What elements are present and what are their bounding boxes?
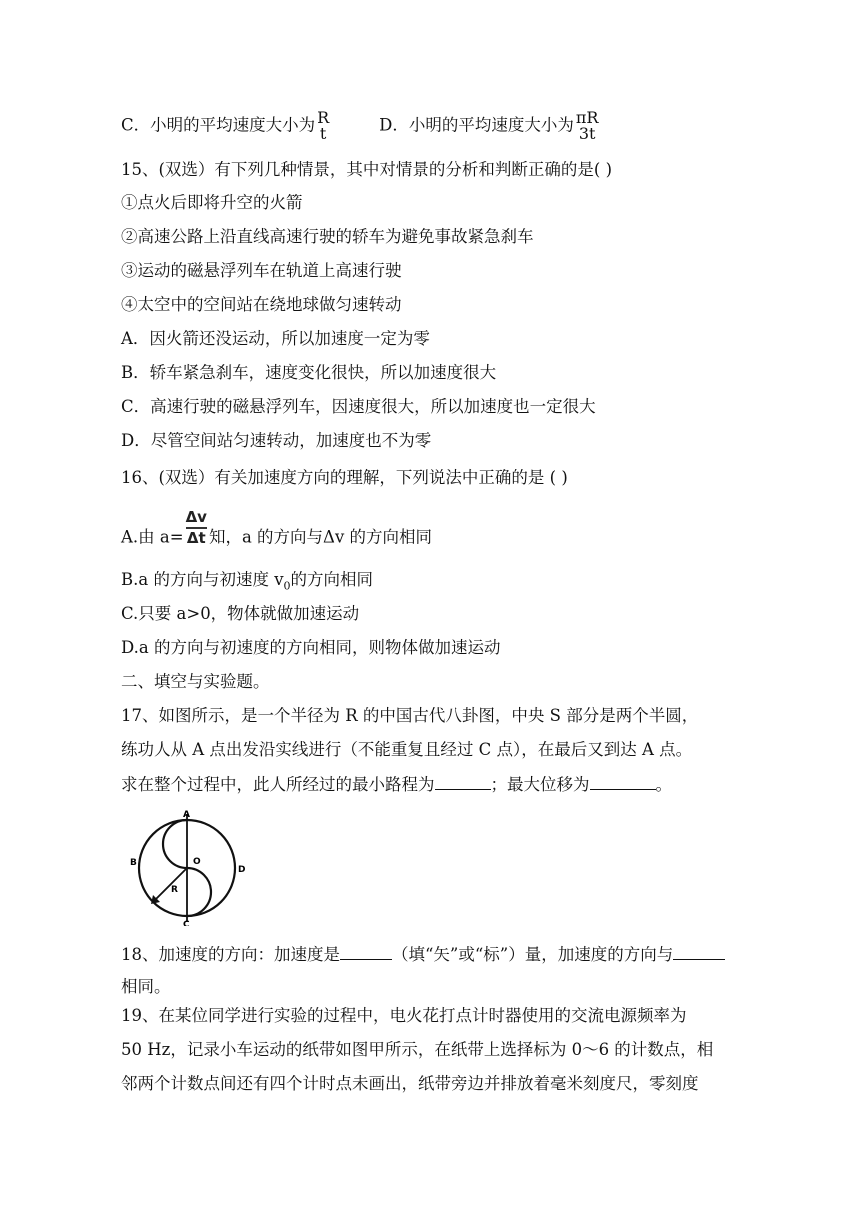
q15-scene-1: ①点火后即将升空的火箭	[121, 193, 303, 212]
label-c: C	[183, 920, 190, 926]
q16-stem: 16、(双选）有关加速度方向的理解，下列说法中正确的是 ( )	[121, 468, 568, 487]
q15-option-d: D．尽管空间站匀速转动，加速度也不为零	[121, 431, 432, 450]
answer-blank-min-path[interactable]	[435, 773, 491, 790]
q16-option-d: D.a 的方向与初速度的方向相同，则物体做加速运动	[121, 638, 501, 657]
delta-v-over-delta-t-fraction	[186, 510, 207, 546]
q19-line-1: 19、在某位同学进行实验的过程中，电火花打点计时器使用的交流电源频率为	[121, 1006, 687, 1025]
q16-fraction-denominator: Δt	[186, 528, 206, 547]
q15-option-a: A．因火箭还没运动，所以加速度一定为零	[121, 329, 430, 348]
q15-option-c: C．高速行驶的磁悬浮列车，因速度很大，所以加速度也一定很大	[121, 397, 596, 416]
q17-min-path-text: 求在整个过程中，此人所经过的最小路程为	[121, 775, 435, 794]
answer-blank-direction[interactable]	[673, 943, 725, 960]
q15-scene-3: ③运动的磁悬浮列车在轨道上高速行驶	[121, 261, 402, 280]
q17-max-disp-text: ；最大位移为	[490, 775, 590, 794]
q16-option-a-prefix: A.由 a=	[121, 527, 184, 547]
q15-stem: 15、(双选）有下列几种情景，其中对情景的分析和判断正确的是( )	[121, 160, 613, 179]
q14-option-c-numerator: R	[317, 108, 330, 127]
answer-blank-vector-scalar[interactable]	[340, 943, 392, 960]
q16-option-a	[121, 508, 433, 556]
q16-option-c: C.只要 a>0，物体就做加速运动	[121, 604, 360, 623]
q16-option-a-suffix: 知，a 的方向与Δv 的方向相同	[208, 527, 433, 547]
q18-text-a: 18、加速度的方向：加速度是	[121, 945, 340, 964]
q14-option-c-text: C．小明的平均速度大小为	[121, 115, 316, 135]
label-o: O	[193, 857, 201, 867]
q16-option-b-prefix: B.a 的方向与初速度 v	[121, 570, 284, 589]
label-d: D	[238, 865, 246, 875]
q14-option-d-numerator: πR	[575, 108, 599, 127]
section-heading: 二、填空与实验题。	[121, 672, 270, 691]
q14-option-d-text: D．小明的平均速度大小为	[379, 115, 574, 135]
q18-line-1	[121, 943, 725, 966]
label-a: A	[183, 810, 190, 820]
q15-scene-4: ④太空中的空间站在绕地球做匀速转动	[121, 295, 402, 314]
label-r: R	[171, 885, 178, 895]
q16-option-b	[121, 569, 373, 597]
q17-line-1: 17、如图所示，是一个半径为 R 的中国古代八卦图，中央 S 部分是两个半圆，	[121, 706, 699, 725]
q14-option-d-denominator: 3t	[578, 124, 596, 143]
q16-option-b-suffix: 的方向相同	[290, 570, 374, 589]
answer-blank-max-displacement[interactable]	[590, 773, 656, 790]
q17-period: 。	[655, 775, 672, 794]
q16-fraction-numerator: Δv	[185, 508, 207, 526]
q19-line-3: 邻两个计数点间还有四个计时点未画出，纸带旁边并排放着毫米刻度尺，零刻度	[121, 1074, 699, 1093]
q18-line-2: 相同。	[121, 977, 171, 996]
q18-text-b: （填“矢”或“标”）量，加速度的方向与	[392, 945, 674, 964]
q17-line-2: 练功人从 A 点出发沿实线进行（不能重复且经过 C 点），在最后又到达 A 点。	[121, 740, 693, 759]
q14-option-c-denominator: t	[319, 124, 327, 143]
label-b: B	[130, 858, 137, 868]
q19-line-2: 50 Hz，记录小车运动的纸带如图甲所示，在纸带上选择标为 0～6 的计数点，相	[121, 1040, 714, 1059]
bagua-diagram	[127, 808, 257, 926]
q17-line-3	[121, 773, 672, 796]
q14-option-d-fraction	[575, 110, 600, 142]
q15-scene-2: ②高速公路上沿直线高速行驶的轿车为避免事故紧急刹车	[121, 227, 534, 246]
q14-option-c-fraction	[316, 110, 330, 142]
q14-options-cd	[121, 110, 600, 142]
v-subscript-zero: 0	[283, 579, 291, 593]
q15-option-b: B．轿车紧急刹车，速度变化很快，所以加速度很大	[121, 363, 497, 382]
